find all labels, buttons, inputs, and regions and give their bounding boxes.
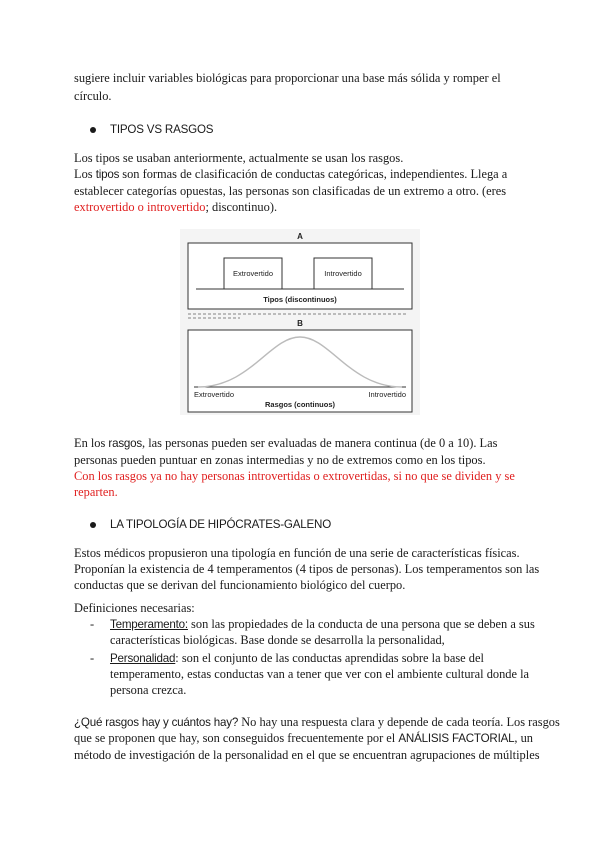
term-analisis-factorial: ANÁLISIS FACTORIAL [398, 732, 515, 745]
section-heading-tipos-vs-rasgos: TIPOS VS RASGOS [110, 123, 214, 136]
term-rasgos: rasgos [108, 437, 143, 450]
term-temperamento: Temperamento: [110, 618, 188, 631]
paragraph-tipos-rasgos: Los tipos se usaban anteriormente, actualmente se usan los rasgos. [74, 151, 404, 165]
intro-line-2: círculo. [74, 89, 112, 103]
highlight-rasgos-line-2: reparten. [74, 485, 118, 499]
types-vs-traits-figure [180, 229, 420, 415]
dash-bullet: - [90, 651, 95, 665]
paragraph-hipocrates-line-3: conductas que se derivan del funcionamiento biológico del cuerpo. [74, 578, 406, 592]
section-heading-hipocrates-galeno: LA TIPOLOGÍA DE HIPÓCRATES-GALENO [110, 518, 332, 531]
paragraph-rasgos-question-line-3: método de investigación de la personalidad en el que se encuentran agrupaciones de múltiples [74, 748, 540, 762]
term-personalidad: Personalidad [110, 652, 176, 665]
paragraph-rasgos-line-2: personas pueden puntuar en zonas intermedias y no de extremos como en los tipos. [74, 453, 486, 467]
bullet-icon [90, 127, 96, 133]
definition-temperamento-line-2: características biológicas. Base donde se desarrolla la personalidad, [110, 633, 445, 647]
panel-b-label: B [297, 319, 303, 328]
highlight-extrovertido-introvertido: extrovertido o introvertido [74, 200, 206, 214]
definitions-intro: Definiciones necesarias: [74, 601, 195, 615]
panel-a-caption: Tipos (discontinuos) [263, 295, 337, 304]
dash-bullet: - [90, 617, 95, 631]
highlight-rasgos-line-1: Con los rasgos ya no hay personas introvertidas o extrovertidas, si no que se dividen y se [74, 469, 515, 483]
paragraph-tipos-def-line-2: establecer categorías opuestas, las personas son clasificadas de un extremo a otro. (eres [74, 184, 507, 198]
bullet-icon [90, 522, 96, 528]
question-rasgos: ¿Qué rasgos hay y cuántos hay? [74, 716, 239, 729]
trait-label-extrovertido: Extrovertido [194, 390, 235, 399]
panel-a-label: A [297, 232, 303, 241]
paragraph-rasgos-line-1: En los rasgos, las personas pueden ser evaluadas de manera continua (de 0 a 10). Las [74, 436, 498, 450]
intro-line-1: sugiere incluir variables biológicas para proporcionar una base más sólida y romper el [74, 71, 501, 85]
trait-label-introvertido: Introvertido [368, 390, 406, 399]
paragraph-hipocrates-line-1: Estos médicos propusieron una tipología en función de una serie de características físicas. [74, 546, 520, 560]
type-label-extrovertido: Extrovertido [232, 269, 274, 278]
definition-personalidad-line-1: Personalidad: son el conjunto de las conductas aprendidas sobre la base del [110, 651, 484, 665]
term-tipos: tipos [95, 168, 120, 181]
figure-svg [180, 229, 420, 415]
paragraph-rasgos-question-line-2: que se proponen que hay, son conseguidos frecuentemente por el ANÁLISIS FACTORIAL, un [74, 731, 533, 745]
paragraph-rasgos-question-line-1: ¿Qué rasgos hay y cuántos hay? No hay una respuesta clara y depende de cada teoría. Los rasgos [74, 715, 560, 729]
definition-temperamento-line-1: Temperamento: son las propiedades de la conducta de una persona que se deben a sus [110, 617, 535, 631]
paragraph-hipocrates-line-2: Proponían la existencia de 4 temperamentos (4 tipos de personas). Los temperamentos son las [74, 562, 540, 576]
type-label-introvertido: Introvertido [324, 269, 362, 278]
paragraph-tipos-def-line-3: extrovertido o introvertido; discontinuo). [74, 200, 278, 214]
panel-b-caption: Rasgos (continuos) [264, 400, 336, 409]
paragraph-tipos-def-line-1: Los tipos son formas de clasificación de conductas categóricas, independientes. Llega a [74, 167, 508, 181]
definition-personalidad-line-2: temperamento, estas conductas van a tener que ver con el ambiente cultural donde la [110, 667, 530, 681]
definition-personalidad-line-3: persona crezca. [110, 683, 187, 697]
